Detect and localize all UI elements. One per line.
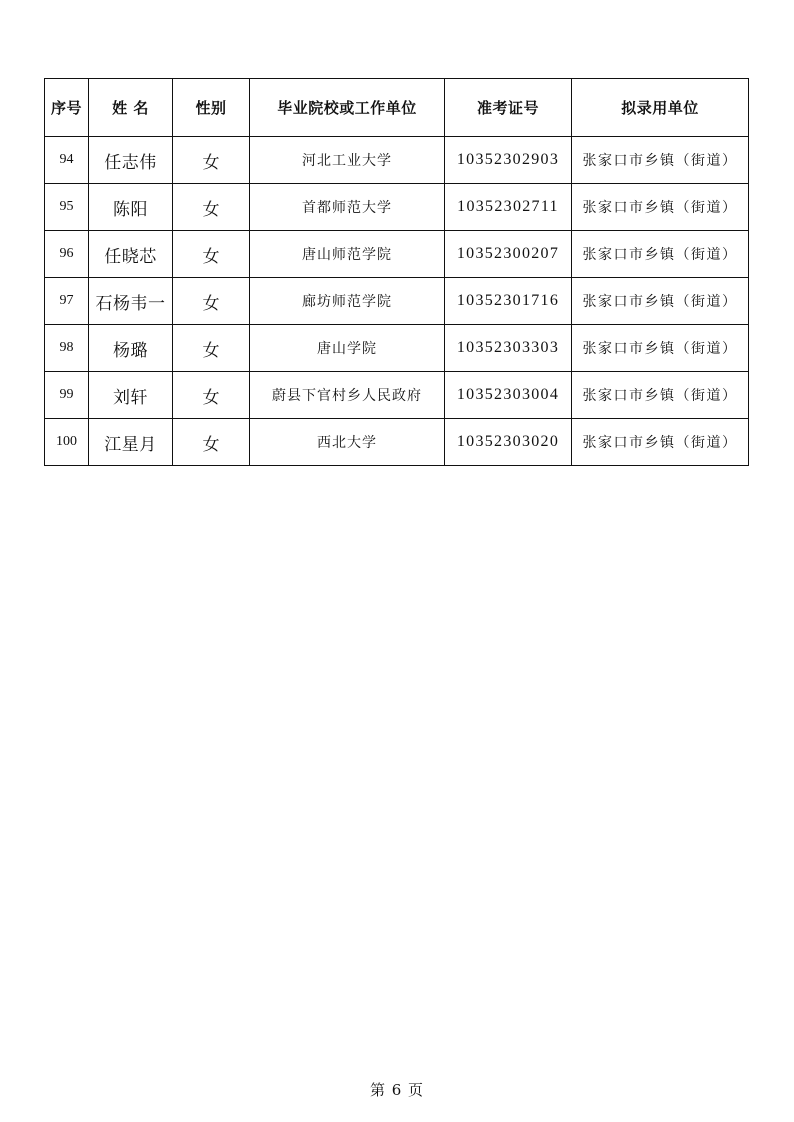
candidate-table bbox=[44, 78, 749, 466]
header-name: 姓 名 bbox=[89, 79, 173, 137]
header-index: 序号 bbox=[45, 79, 89, 137]
row-gender: 女 bbox=[173, 419, 250, 466]
row-name: 陈阳 bbox=[89, 184, 173, 231]
row-gender: 女 bbox=[173, 278, 250, 325]
row-gender: 女 bbox=[173, 137, 250, 184]
row-name: 江星月 bbox=[89, 419, 173, 466]
row-index: 100 bbox=[45, 419, 89, 466]
row-index: 94 bbox=[45, 137, 89, 184]
row-unit: 张家口市乡镇（街道） bbox=[572, 137, 749, 184]
table-header bbox=[45, 79, 749, 137]
row-gender: 女 bbox=[173, 325, 250, 372]
table-row bbox=[45, 137, 749, 184]
row-exam-number: 10352303004 bbox=[445, 372, 572, 419]
row-name: 刘轩 bbox=[89, 372, 173, 419]
row-school: 首都师范大学 bbox=[250, 184, 445, 231]
row-name: 任志伟 bbox=[89, 137, 173, 184]
row-exam-number: 10352301716 bbox=[445, 278, 572, 325]
row-index: 96 bbox=[45, 231, 89, 278]
row-exam-number: 10352302711 bbox=[445, 184, 572, 231]
row-school: 蔚县下官村乡人民政府 bbox=[250, 372, 445, 419]
table-row bbox=[45, 372, 749, 419]
row-unit: 张家口市乡镇（街道） bbox=[572, 325, 749, 372]
table-row bbox=[45, 278, 749, 325]
header-exam-number: 准考证号 bbox=[445, 79, 572, 137]
page-number: 第 6 页 bbox=[369, 1081, 425, 1099]
table-row bbox=[45, 184, 749, 231]
row-school: 河北工业大学 bbox=[250, 137, 445, 184]
row-exam-number: 10352303303 bbox=[445, 325, 572, 372]
row-school: 唐山学院 bbox=[250, 325, 445, 372]
row-exam-number: 10352302903 bbox=[445, 137, 572, 184]
header-school: 毕业院校或工作单位 bbox=[250, 79, 445, 137]
table-row bbox=[45, 325, 749, 372]
row-unit: 张家口市乡镇（街道） bbox=[572, 278, 749, 325]
header-gender: 性别 bbox=[173, 79, 250, 137]
row-gender: 女 bbox=[173, 184, 250, 231]
header-unit: 拟录用单位 bbox=[572, 79, 749, 137]
row-index: 98 bbox=[45, 325, 89, 372]
row-unit: 张家口市乡镇（街道） bbox=[572, 419, 749, 466]
row-gender: 女 bbox=[173, 231, 250, 278]
row-index: 97 bbox=[45, 278, 89, 325]
row-unit: 张家口市乡镇（街道） bbox=[572, 372, 749, 419]
table-body bbox=[45, 137, 749, 466]
table-row bbox=[45, 231, 749, 278]
row-school: 西北大学 bbox=[250, 419, 445, 466]
row-school: 唐山师范学院 bbox=[250, 231, 445, 278]
row-index: 95 bbox=[45, 184, 89, 231]
row-exam-number: 10352303020 bbox=[445, 419, 572, 466]
row-unit: 张家口市乡镇（街道） bbox=[572, 184, 749, 231]
row-exam-number: 10352300207 bbox=[445, 231, 572, 278]
header-row bbox=[45, 79, 749, 137]
row-name: 杨璐 bbox=[89, 325, 173, 372]
row-name: 任晓芯 bbox=[89, 231, 173, 278]
row-school: 廊坊师范学院 bbox=[250, 278, 445, 325]
row-unit: 张家口市乡镇（街道） bbox=[572, 231, 749, 278]
table-row bbox=[45, 419, 749, 466]
row-gender: 女 bbox=[173, 372, 250, 419]
row-index: 99 bbox=[45, 372, 89, 419]
row-name: 石杨韦一 bbox=[89, 278, 173, 325]
